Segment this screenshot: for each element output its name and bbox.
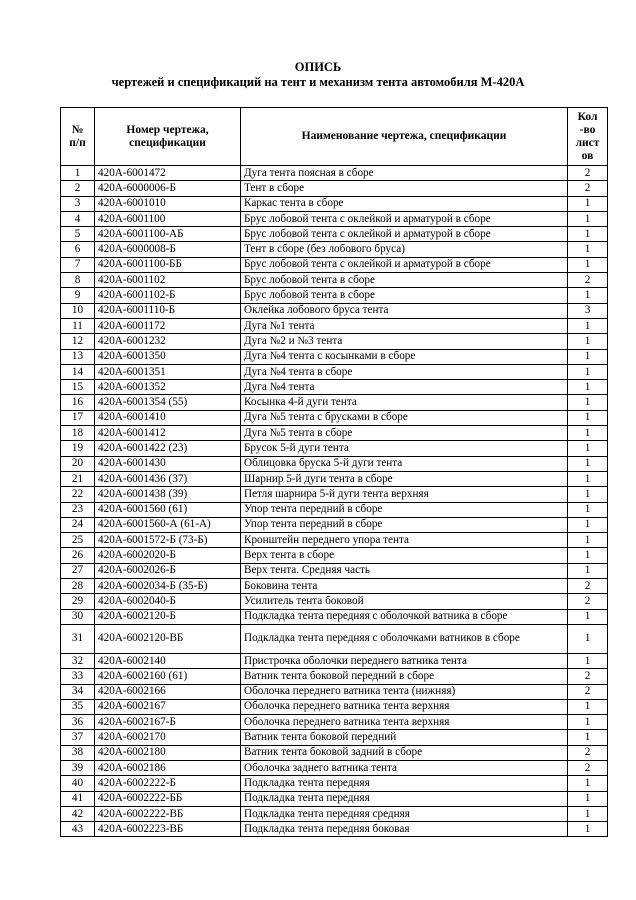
header-sheet-count: Кол -во лист ов: [568, 108, 608, 166]
row-number: 12: [61, 334, 95, 349]
table-row: [61, 563, 608, 578]
drawing-name: Подкладка тента передняя с оболочками ватников в сборе: [241, 624, 568, 653]
drawing-number: 420А-6002222-ББ: [95, 791, 241, 806]
drawing-number: 420А-6002120-Б: [95, 609, 241, 624]
drawing-number: 420А-6001572-Б (73-Б): [95, 533, 241, 548]
table-row: [61, 533, 608, 548]
drawing-number: 420А-6002166: [95, 684, 241, 699]
drawing-name: Петля шарнира 5-й дуги тента верхняя: [241, 487, 568, 502]
table-row: [61, 776, 608, 791]
drawing-number: 420А-6002026-Б: [95, 563, 241, 578]
table-row: [61, 242, 608, 257]
row-number: 36: [61, 715, 95, 730]
drawing-name: Косынка 4-й дуги тента: [241, 395, 568, 410]
drawing-number: 420А-6002160 (61): [95, 669, 241, 684]
drawing-name: Облицовка бруска 5-й дуги тента: [241, 456, 568, 471]
drawing-name: Боковина тента: [241, 579, 568, 594]
drawing-name: Каркас тента в сборе: [241, 196, 568, 211]
row-number: 42: [61, 806, 95, 821]
header-number: № п/п: [61, 108, 95, 166]
drawing-number: 420А-6001100-АБ: [95, 227, 241, 242]
header-drawing-number: Номер чертежа, спецификации: [95, 108, 241, 166]
row-number: 6: [61, 242, 95, 257]
row-number: 4: [61, 211, 95, 226]
row-number: 26: [61, 548, 95, 563]
sheet-count: 1: [568, 822, 608, 837]
table-row: [61, 609, 608, 624]
row-number: 18: [61, 426, 95, 441]
row-number: 40: [61, 776, 95, 791]
table-row: [61, 699, 608, 714]
drawing-name: Брусок 5-й дуги тента: [241, 441, 568, 456]
sheet-count: 1: [568, 624, 608, 653]
drawing-number: 420А-6001430: [95, 456, 241, 471]
sheet-count: 1: [568, 715, 608, 730]
sheet-count: 1: [568, 257, 608, 272]
drawing-number: 420А-6002170: [95, 730, 241, 745]
drawing-number: 420А-6000006-Б: [95, 181, 241, 196]
row-number: 29: [61, 594, 95, 609]
sheet-count: 1: [568, 517, 608, 532]
sheet-count: 1: [568, 410, 608, 425]
row-number: 3: [61, 196, 95, 211]
sheet-count: 1: [568, 334, 608, 349]
drawing-name: Дуга тента поясная в сборе: [241, 166, 568, 181]
table-row: [61, 548, 608, 563]
drawing-name: Тент в сборе: [241, 181, 568, 196]
row-number: 34: [61, 684, 95, 699]
table-row: [61, 487, 608, 502]
drawing-number: 420А-6001560 (61): [95, 502, 241, 517]
drawing-name: Кронштейн переднего упора тента: [241, 533, 568, 548]
sheet-count: 1: [568, 791, 608, 806]
drawing-number: 420А-6001110-Б: [95, 303, 241, 318]
sheet-count: 1: [568, 318, 608, 333]
row-number: 9: [61, 288, 95, 303]
drawing-name: Брус лобовой тента с оклейкой и арматурой в сборе: [241, 257, 568, 272]
row-number: 35: [61, 699, 95, 714]
drawing-name: Шарнир 5-й дуги тента в сборе: [241, 471, 568, 486]
row-number: 24: [61, 517, 95, 532]
sheet-count: 1: [568, 471, 608, 486]
drawing-name: Усилитель тента боковой: [241, 594, 568, 609]
row-number: 23: [61, 502, 95, 517]
row-number: 21: [61, 471, 95, 486]
sheet-count: 1: [568, 533, 608, 548]
sheet-count: 2: [568, 594, 608, 609]
row-number: 20: [61, 456, 95, 471]
table-row: [61, 730, 608, 745]
header-drawing-name: Наименование чертежа, спецификации: [241, 108, 568, 166]
table-row: [61, 471, 608, 486]
sheet-count: 2: [568, 181, 608, 196]
row-number: 22: [61, 487, 95, 502]
sheet-count: 1: [568, 548, 608, 563]
table-row: [61, 334, 608, 349]
drawing-number: 420А-6001560-А (61-А): [95, 517, 241, 532]
drawing-number: 420А-6002222-Б: [95, 776, 241, 791]
row-number: 30: [61, 609, 95, 624]
drawing-number: 420А-6001232: [95, 334, 241, 349]
table-row: [61, 257, 608, 272]
row-number: 38: [61, 745, 95, 760]
sheet-count: 1: [568, 456, 608, 471]
sheet-count: 1: [568, 776, 608, 791]
drawing-name: Подкладка тента передняя: [241, 791, 568, 806]
sheet-count: 1: [568, 349, 608, 364]
sheet-count: 1: [568, 487, 608, 502]
sheet-count: 1: [568, 395, 608, 410]
drawing-number: 420А-6002180: [95, 745, 241, 760]
drawing-number: 420А-6002167-Б: [95, 715, 241, 730]
drawing-number: 420А-6001010: [95, 196, 241, 211]
row-number: 27: [61, 563, 95, 578]
sheet-count: 1: [568, 426, 608, 441]
row-number: 43: [61, 822, 95, 837]
row-number: 5: [61, 227, 95, 242]
drawing-number: 420А-6001472: [95, 166, 241, 181]
row-number: 1: [61, 166, 95, 181]
drawing-name: Ватник тента боковой передний: [241, 730, 568, 745]
sheet-count: 1: [568, 380, 608, 395]
table-row: [61, 227, 608, 242]
drawing-name: Ватник тента боковой задний в сборе: [241, 745, 568, 760]
drawing-name: Оболочка переднего ватника тента верхняя: [241, 715, 568, 730]
drawing-number: 420А-6002120-ВБ: [95, 624, 241, 653]
table-row: [61, 745, 608, 760]
sheet-count: 1: [568, 806, 608, 821]
drawing-number: 420А-6002186: [95, 760, 241, 775]
table-row: [61, 410, 608, 425]
table-row: [61, 349, 608, 364]
sheet-count: 1: [568, 699, 608, 714]
drawing-name: Брус лобовой тента с оклейкой и арматурой в сборе: [241, 211, 568, 226]
row-number: 32: [61, 653, 95, 668]
table-row: [61, 211, 608, 226]
sheet-count: 3: [568, 303, 608, 318]
drawing-number: 420А-6001100-ББ: [95, 257, 241, 272]
sheet-count: 1: [568, 364, 608, 379]
sheet-count: 1: [568, 609, 608, 624]
drawing-number: 420А-6002140: [95, 653, 241, 668]
drawing-name: Брус лобовой тента в сборе: [241, 273, 568, 288]
drawing-name: Упор тента передний в сборе: [241, 517, 568, 532]
drawing-name: Дуга №4 тента с косынками в сборе: [241, 349, 568, 364]
row-number: 7: [61, 257, 95, 272]
table-row: [61, 806, 608, 821]
sheet-count: 1: [568, 653, 608, 668]
drawing-name: Пристрочка оболочки переднего ватника тента: [241, 653, 568, 668]
sheet-count: 1: [568, 288, 608, 303]
drawing-number: 420А-6001352: [95, 380, 241, 395]
sheet-count: 2: [568, 669, 608, 684]
drawing-name: Дуга №4 тента в сборе: [241, 364, 568, 379]
row-number: 28: [61, 579, 95, 594]
drawing-number: 420А-6002167: [95, 699, 241, 714]
document-title: ОПИСЬ: [294, 60, 342, 74]
row-number: 16: [61, 395, 95, 410]
drawing-number: 420А-6001438 (39): [95, 487, 241, 502]
table-row: [61, 166, 608, 181]
drawing-number: 420А-6002040-Б: [95, 594, 241, 609]
drawing-name: Дуга №4 тента: [241, 380, 568, 395]
row-number: 19: [61, 441, 95, 456]
sheet-count: 1: [568, 227, 608, 242]
document-subtitle: чертежей и спецификаций на тент и механизм тента автомобиля М-420А: [111, 75, 525, 89]
table-row: [61, 579, 608, 594]
sheet-count: 2: [568, 166, 608, 181]
drawing-name: Оболочка переднего ватника тента (нижняя): [241, 684, 568, 699]
table-row: [61, 196, 608, 211]
drawing-name: Тент в сборе (без лобового бруса): [241, 242, 568, 257]
drawings-table: [60, 107, 608, 837]
drawing-name: Подкладка тента передняя средняя: [241, 806, 568, 821]
table-row: [61, 669, 608, 684]
table-row: [61, 791, 608, 806]
sheet-count: 1: [568, 563, 608, 578]
drawing-name: Подкладка тента передняя с оболочкой ватника в сборе: [241, 609, 568, 624]
table-row: [61, 517, 608, 532]
row-number: 39: [61, 760, 95, 775]
drawing-name: Подкладка тента передняя: [241, 776, 568, 791]
sheet-count: 1: [568, 730, 608, 745]
sheet-count: 1: [568, 242, 608, 257]
drawing-number: 420А-6001102: [95, 273, 241, 288]
drawing-number: 420А-6001422 (23): [95, 441, 241, 456]
row-number: 37: [61, 730, 95, 745]
table-row: [61, 653, 608, 668]
sheet-count: 1: [568, 196, 608, 211]
drawing-name: Дуга №5 тента в сборе: [241, 426, 568, 441]
table-row: [61, 426, 608, 441]
row-number: 10: [61, 303, 95, 318]
drawing-name: Оболочка заднего ватника тента: [241, 760, 568, 775]
drawing-name: Дуга №2 и №3 тента: [241, 334, 568, 349]
table-row: [61, 441, 608, 456]
drawing-name: Подкладка тента передняя боковая: [241, 822, 568, 837]
drawing-number: 420А-6002222-ВБ: [95, 806, 241, 821]
sheet-count: 1: [568, 211, 608, 226]
drawing-name: Верх тента в сборе: [241, 548, 568, 563]
row-number: 31: [61, 624, 95, 653]
table-row: [61, 395, 608, 410]
table-row: [61, 380, 608, 395]
row-number: 13: [61, 349, 95, 364]
sheet-count: 2: [568, 579, 608, 594]
drawing-number: 420А-6001172: [95, 318, 241, 333]
table-row: [61, 318, 608, 333]
sheet-count: 2: [568, 760, 608, 775]
row-number: 8: [61, 273, 95, 288]
sheet-count: 2: [568, 684, 608, 699]
table-row: [61, 594, 608, 609]
drawing-number: 420А-6001412: [95, 426, 241, 441]
table-row: [61, 303, 608, 318]
drawing-number: 420А-6001350: [95, 349, 241, 364]
sheet-count: 2: [568, 273, 608, 288]
drawing-name: Верх тента. Средняя часть: [241, 563, 568, 578]
table-row: [61, 288, 608, 303]
row-number: 11: [61, 318, 95, 333]
drawing-number: 420А-6001351: [95, 364, 241, 379]
drawing-name: Брус лобовой тента в сборе: [241, 288, 568, 303]
row-number: 17: [61, 410, 95, 425]
drawing-number: 420А-6001436 (37): [95, 471, 241, 486]
drawing-number: 420А-6001354 (55): [95, 395, 241, 410]
drawing-number: 420А-6000008-Б: [95, 242, 241, 257]
drawing-number: 420А-6002020-Б: [95, 548, 241, 563]
table-row: [61, 273, 608, 288]
table-row: [61, 822, 608, 837]
drawing-name: Оболочка переднего ватника тента верхняя: [241, 699, 568, 714]
table-row: [61, 364, 608, 379]
row-number: 33: [61, 669, 95, 684]
drawing-number: 420А-6001100: [95, 211, 241, 226]
sheet-count: 1: [568, 441, 608, 456]
sheet-count: 2: [568, 745, 608, 760]
drawing-number: 420А-6001102-Б: [95, 288, 241, 303]
row-number: 14: [61, 364, 95, 379]
drawing-number: 420А-6002223-ВБ: [95, 822, 241, 837]
table-row: [61, 760, 608, 775]
drawing-name: Дуга №5 тента с брусками в сборе: [241, 410, 568, 425]
table-row: [61, 181, 608, 196]
table-row: [61, 456, 608, 471]
sheet-count: 1: [568, 502, 608, 517]
drawing-name: Упор тента передний в сборе: [241, 502, 568, 517]
table-row: [61, 684, 608, 699]
row-number: 15: [61, 380, 95, 395]
drawing-name: Ватник тента боковой передний в сборе: [241, 669, 568, 684]
drawing-name: Оклейка лобового бруса тента: [241, 303, 568, 318]
row-number: 2: [61, 181, 95, 196]
drawing-number: 420А-6001410: [95, 410, 241, 425]
table-header-row: [61, 108, 608, 166]
table-row: [61, 502, 608, 517]
table-row: [61, 624, 608, 653]
drawing-number: 420А-6002034-Б (35-Б): [95, 579, 241, 594]
row-number: 41: [61, 791, 95, 806]
drawing-name: Дуга №1 тента: [241, 318, 568, 333]
table-row: [61, 715, 608, 730]
drawing-name: Брус лобовой тента с оклейкой и арматурой в сборе: [241, 227, 568, 242]
row-number: 25: [61, 533, 95, 548]
